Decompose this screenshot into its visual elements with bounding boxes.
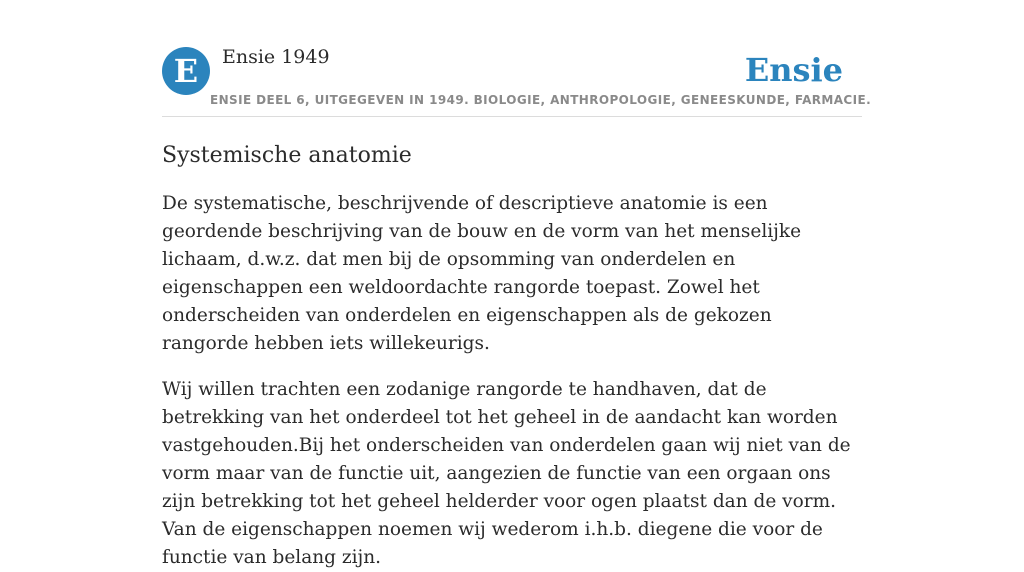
article-page bbox=[162, 0, 872, 572]
entry-title: Systemische anatomie bbox=[162, 143, 412, 168]
ensie-brand-link[interactable]: Ensie bbox=[744, 51, 843, 89]
entry-paragraph: Wij willen trachten een zodanige rangorde te handhaven, dat de betrekking van het onderdeel tot het geheel in de aandacht kan worden vastgehouden.Bij het onderscheiden van onderdelen gaan wij niet van de vorm maar van de functie uit, aangezien de functie van een orgaan ons zijn betrekking tot het geheel helderder voor ogen plaatst dan de vorm. Van de eigenschappen noemen wij wederom i.h.b. diegene die voor de functie van belang zijn. bbox=[162, 379, 851, 568]
site-header bbox=[162, 0, 872, 117]
source-title-link[interactable]: Ensie 1949 bbox=[222, 46, 330, 68]
ensie-logo-icon[interactable]: E bbox=[162, 47, 210, 95]
source-subtitle: ENSIE DEEL 6, UITGEGEVEN IN 1949. BIOLOGIE, ANTHROPOLOGIE, GENEESKUNDE, FARMACIE. bbox=[210, 93, 872, 107]
entry-body bbox=[162, 190, 862, 572]
entry-paragraph: De systematische, beschrijvende of descriptieve anatomie is een geordende beschrijving van de bouw en de vorm van het menselijke lichaam, d.w.z. dat men bij de opsomming van onderdelen en eigenschappen een weldoordachte rangorde toepast. Zowel het onderscheiden van onderdelen en eigenschappen als de gekozen rangorde hebben iets willekeurigs. bbox=[162, 193, 802, 354]
